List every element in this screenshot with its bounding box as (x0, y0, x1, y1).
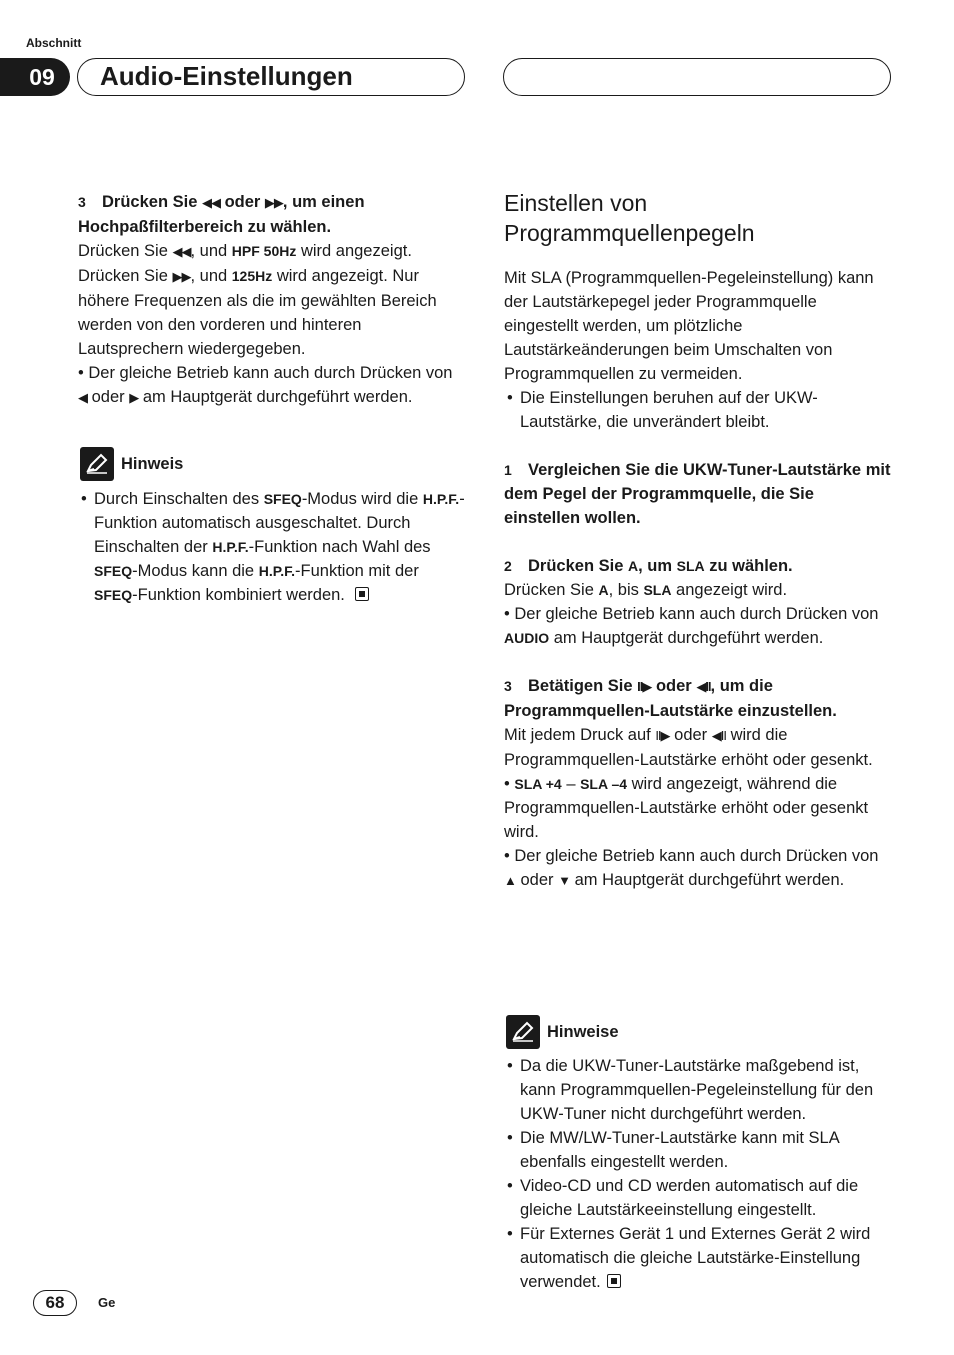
list-item: • Die MW/LW-Tuner-Lautstärke kann mit SLA ebenfalls eingestellt werden. (504, 1126, 892, 1174)
fast-forward-icon: ▶▶ (172, 269, 191, 284)
bullet-item: • Der gleiche Betrieb kann auch durch Drücken von AUDIO am Hauptgerät durchgeführt werden. (504, 605, 879, 647)
right-column (504, 188, 892, 893)
end-mark-icon (355, 587, 369, 601)
pause-back-icon: ◀II (696, 679, 711, 694)
bullet-item: • Durch Einschalten des SFEQ-Modus wird die H.P.F.-Funktion automatisch ausgeschaltet. Durch Einschalten der H.P.F.-Funktion nach Wahl des SFEQ-Modus kann die H.P.F.-Funktion mit der SFEQ-Funktion kombiniert werden. (78, 487, 466, 607)
note-title: Hinweise (547, 1023, 619, 1041)
right-arrow-icon: ▶ (129, 390, 139, 405)
step-1-heading: 1 Vergleichen Sie die UKW-Tuner-Lautstärke mit dem Pegel der Programmquelle, die Sie einstellen wollen. (504, 461, 891, 527)
bullet-item: • Der gleiche Betrieb kann auch durch Drücken von ▲ oder ▼ am Hauptgerät durchgeführt werden. (504, 847, 879, 889)
paragraph: Mit jedem Druck auf II▶ oder ◀II wird die Programmquellen-Lautstärke erhöht oder gesenkt. (504, 726, 873, 769)
note-title: Hinweis (121, 455, 184, 473)
list-item: • Für Externes Gerät 1 und Externes Gerät 2 wird automatisch die gleiche Lautstärke-Einstellung verwendet. (504, 1222, 892, 1294)
list-item: • Video-CD und CD werden automatisch auf die gleiche Lautstärkeeinstellung eingestellt. (504, 1174, 892, 1222)
paragraph: Drücken Sie ◀◀, und HPF 50Hz wird angezeigt. (78, 242, 412, 260)
step-3-heading: 3 Drücken Sie ◀◀ oder ▶▶, um einen Hochpaßfilterbereich zu wählen. (78, 193, 365, 236)
page-number: 68 (33, 1290, 77, 1316)
bullet-item: • Die Einstellungen beruhen auf der UKW-Lautstärke, die unverändert bleibt. (504, 386, 892, 434)
play-pause-icon: II▶ (637, 679, 652, 694)
section-heading: Einstellen von Programmquellenpegeln (504, 190, 755, 246)
paragraph: Mit SLA (Programmquellen-Pegeleinstellung) kann der Lautstärkepegel jeder Programmquelle eingestellt werden, um plötzliche Lautstärkeänderungen beim Umschalten von Programmquellen zu vermeiden. (504, 269, 874, 383)
list-item: • Da die UKW-Tuner-Lautstärke maßgebend ist, kann Programmquellen-Pegeleinstellung für den UKW-Tuner nicht durchgeführt werden. (504, 1054, 892, 1126)
chapter-number: 09 (0, 58, 70, 96)
rewind-icon: ◀◀ (201, 195, 220, 210)
paragraph: Drücken Sie ▶▶, und 125Hz wird angezeigt. Nur höhere Frequenzen als die im gewählten Bereich werden von den vorderen und hinteren Lautsprechern wiedergegeben. (78, 267, 437, 358)
down-arrow-icon: ▼ (558, 873, 570, 888)
end-mark-icon (607, 1274, 621, 1288)
play-pause-icon: II▶ (655, 728, 670, 743)
hinweise-content (504, 1054, 892, 1294)
pause-back-icon: ◀II (711, 728, 726, 743)
paragraph: Drücken Sie A, bis SLA angezeigt wird. (504, 581, 788, 599)
step-2-heading: 2 Drücken Sie A, um SLA zu wählen. (504, 557, 793, 575)
pencil-note-icon (506, 1015, 540, 1049)
language-code: Ge (98, 1295, 116, 1310)
step-3-heading: 3 Betätigen Sie II▶ oder ◀II, um die Programmquellen-Lautstärke einzustellen. (504, 677, 837, 720)
display-text: HPF 50Hz (231, 243, 297, 259)
hinweis-content (78, 487, 466, 607)
bullet-item: • Der gleiche Betrieb kann auch durch Drücken von ◀ oder ▶ am Hauptgerät durchgeführt werden. (78, 364, 453, 406)
rewind-icon: ◀◀ (172, 244, 191, 259)
display-text: 125Hz (231, 268, 273, 284)
hinweis-box (80, 447, 468, 481)
chapter-title-box-right (503, 58, 891, 96)
bullet-item: • SLA +4 – SLA –4 wird angezeigt, während die Programmquellen-Lautstärke erhöht oder gesenkt wird. (504, 775, 869, 841)
hinweise-box (506, 1015, 894, 1049)
left-arrow-icon: ◀ (78, 390, 87, 405)
up-arrow-icon: ▲ (504, 873, 516, 888)
pencil-note-icon (80, 447, 114, 481)
section-label: Abschnitt (26, 36, 82, 50)
chapter-title: Audio-Einstellungen (77, 58, 465, 96)
fast-forward-icon: ▶▶ (264, 195, 283, 210)
left-column (78, 190, 466, 410)
